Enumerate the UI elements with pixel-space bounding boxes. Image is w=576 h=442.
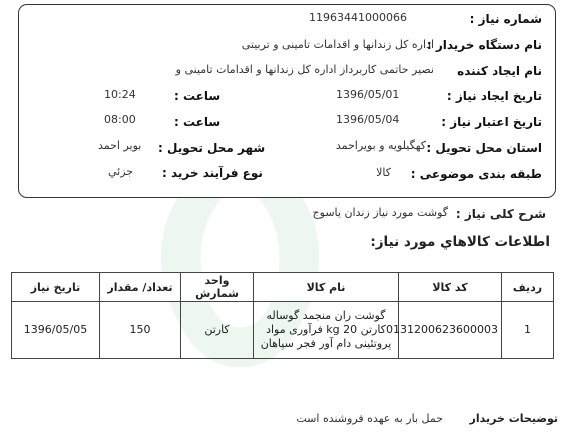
cell-unit: کارتن [181,302,254,359]
delivery-province: کهگیلویه و بویراحمد [335,139,426,152]
items-section-title: اطلاعات کالاهاي مورد نیاز: [370,234,550,250]
validity-date: 1396/05/04 [336,113,400,126]
description-label: شرح کلی نیاز : [455,207,546,221]
validity-time-label: ساعت : [174,115,221,129]
validity-date-label: تاریخ اعتبار نیاز : [441,115,542,129]
table-row [12,302,554,359]
col-header-unit: واحد شمارش [181,273,254,302]
need-number-label: شماره نیاز : [469,12,542,26]
purchase-type: جزئي [108,165,134,178]
delivery-city-label: شهر محل تحویل : [158,141,266,155]
buyer-org-label: نام دستگاه خریدار : [426,38,542,52]
creator: نصیر حاتمی کاربرداز اداره کل زندانها و اقدامات تامینی و [175,63,434,76]
cell-row-number: 1 [502,302,554,359]
creator-label: نام ایجاد کننده [457,64,542,78]
delivery-province-label: استان محل تحویل : [426,141,542,155]
col-header-quantity: تعداد/ مقدار [100,273,181,302]
col-header-need-date: تاریخ نیاز [12,273,100,302]
col-header-row-number: ردیف [502,273,554,302]
cell-name: گوشت ران منجمد گوساله کارتن 20 kg فرآوری مواد پروتئینی دام آور فجر سپاهان [254,302,399,359]
cell-quantity: 150 [100,302,181,359]
description-text: گوشت مورد نیاز زندان یاسوج [312,206,448,219]
category: کالا [376,166,391,179]
delivery-city: بویر احمد [98,139,142,152]
created-time: 10:24 [104,88,136,101]
cell-code: 0131200623600003 [399,302,502,359]
buyer-org: اداره کل زندانها و اقدامات تامینی و تربیتی [241,38,434,51]
created-date-label: تاریخ ایجاد نیاز : [446,89,542,103]
created-date: 1396/05/01 [336,88,400,101]
cell-need-date: 1396/05/05 [12,302,100,359]
col-header-name: نام کالا [254,273,399,302]
created-time-label: ساعت : [174,89,221,103]
table-header-row [12,273,554,302]
col-header-code: کد کالا [399,273,502,302]
buyer-notes-text: حمل بار به عهده فروشنده است [296,412,443,425]
need-number: 11963441000066 [309,11,407,24]
category-label: طبقه بندی موضوعی : [410,167,542,181]
items-table [11,272,554,359]
validity-time: 08:00 [104,113,136,126]
buyer-notes-label: توضیحات خریدار [469,412,558,425]
purchase-type-label: نوع فرآیند خرید : [162,166,263,180]
